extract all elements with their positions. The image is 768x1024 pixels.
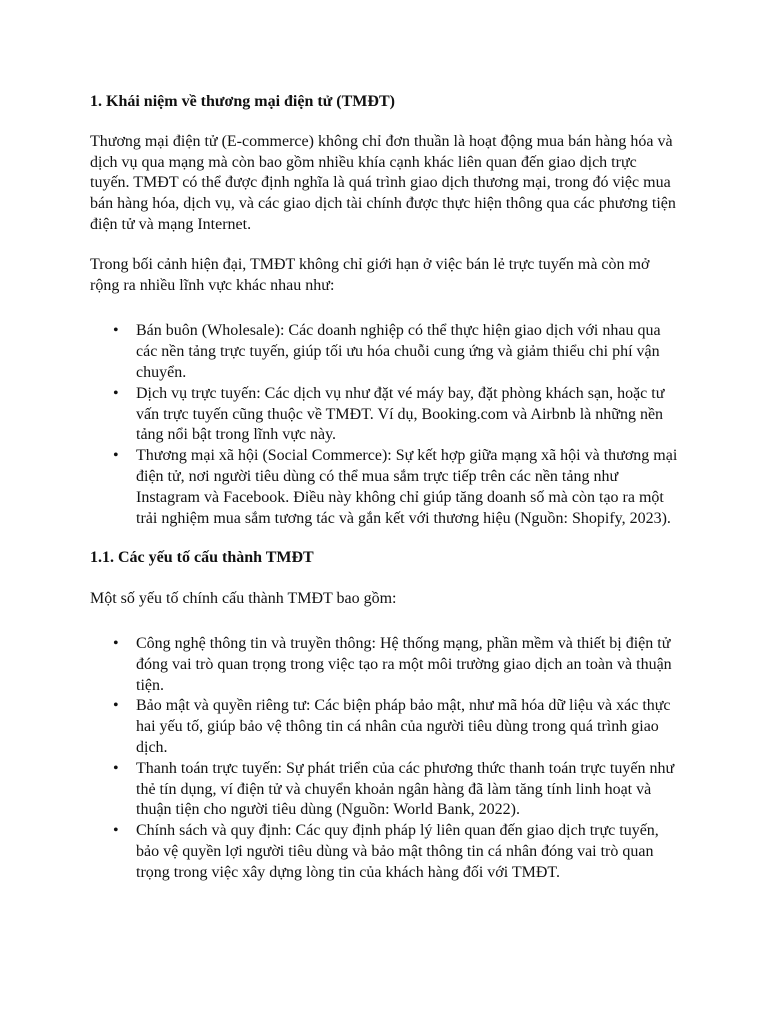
list-item-text: Dịch vụ trực tuyến: Các dịch vụ như đặt vé máy bay, đặt phòng khách sạn, hoặc tư vấn trực tuyến cũng thuộc về TMĐT. Ví dụ, Booking.com và Airbnb là những nền tảng nổi bật trong lĩnh vực này.	[136, 384, 665, 444]
ecommerce-components-list	[90, 634, 680, 884]
list-item-text: Thương mại xã hội (Social Commerce): Sự kết hợp giữa mạng xã hội và thương mại điện tử, nơi người tiêu dùng có thể mua sắm trực tiếp trên các nền tảng như Instagram và Facebook. Điều này không chỉ giúp tăng doanh số mà còn tạo ra một trải nghiệm mua sắm tương tác và gắn kết với thương hiệu (Nguồn: Shopify, 2023).	[136, 447, 678, 527]
list-item	[90, 321, 680, 383]
bullet-icon: •	[113, 697, 119, 715]
list-item	[90, 759, 680, 821]
list-item-text: Bán buôn (Wholesale): Các doanh nghiệp có thể thực hiện giao dịch với nhau qua các nền tảng trực tuyến, giúp tối ưu hóa chuỗi cung ứng và giảm thiểu chi phí vận chuyển.	[136, 322, 661, 381]
document-page	[90, 92, 680, 884]
subsection-heading: 1.1. Các yếu tố cấu thành TMĐT	[90, 549, 314, 567]
list-item-text: Thanh toán trực tuyến: Sự phát triển của các phương thức thanh toán trực tuyến như thẻ tín dụng, ví điện tử và chuyển khoản ngân hàng đã làm tăng tính linh hoạt và thuận tiện cho người tiêu dùng (Nguồn: World Bank, 2022).	[136, 759, 675, 819]
bullet-icon: •	[113, 759, 119, 777]
bullet-icon: •	[113, 822, 119, 840]
list-item-text: Bảo mật và quyền riêng tư: Các biện pháp bảo mật, như mã hóa dữ liệu và xác thực hai yếu tố, giúp bảo vệ thông tin cá nhân của người tiêu dùng trong quá trình giao dịch.	[136, 697, 671, 756]
bullet-icon: •	[113, 322, 119, 340]
bullet-icon: •	[113, 447, 119, 465]
paragraph-context: Trong bối cảnh hiện đại, TMĐT không chỉ giới hạn ở việc bán lẻ trực tuyến mà còn mở rộng ra nhiều lĩnh vực khác nhau như:	[90, 255, 650, 294]
list-item	[90, 696, 680, 758]
ecommerce-fields-list	[90, 321, 680, 529]
list-item	[90, 446, 680, 529]
paragraph-intro: Một số yếu tố chính cấu thành TMĐT bao gồm:	[90, 590, 397, 608]
list-item	[90, 821, 680, 883]
paragraph-definition: Thương mại điện tử (E-commerce) không chỉ đơn thuần là hoạt động mua bán hàng hóa và dịch vụ qua mạng mà còn bao gồm nhiều khía cạnh khác liên quan đến giao dịch trực tuyến. TMĐT có thể được định nghĩa là quá trình giao dịch thương mại, trong đó việc mua bán hàng hóa, dịch vụ, và các giao dịch tài chính được thực hiện thông qua các phương tiện điện tử và mạng Internet.	[90, 132, 676, 233]
section-heading: 1. Khái niệm về thương mại điện tử (TMĐT)	[90, 93, 395, 110]
list-item-text: Công nghệ thông tin và truyền thông: Hệ thống mạng, phần mềm và thiết bị điện tử đóng vai trò quan trọng trong việc tạo ra một môi trường giao dịch an toàn và thuận tiện.	[136, 634, 672, 694]
bullet-icon: •	[113, 634, 119, 652]
list-item	[90, 634, 680, 696]
list-item	[90, 384, 680, 446]
list-item-text: Chính sách và quy định: Các quy định pháp lý liên quan đến giao dịch trực tuyến, bảo vệ quyền lợi người tiêu dùng và bảo mật thông tin cá nhân đóng vai trò quan trọng trong việc xây dựng lòng tin của khách hàng đối với TMĐT.	[136, 822, 659, 881]
bullet-icon: •	[113, 384, 119, 402]
